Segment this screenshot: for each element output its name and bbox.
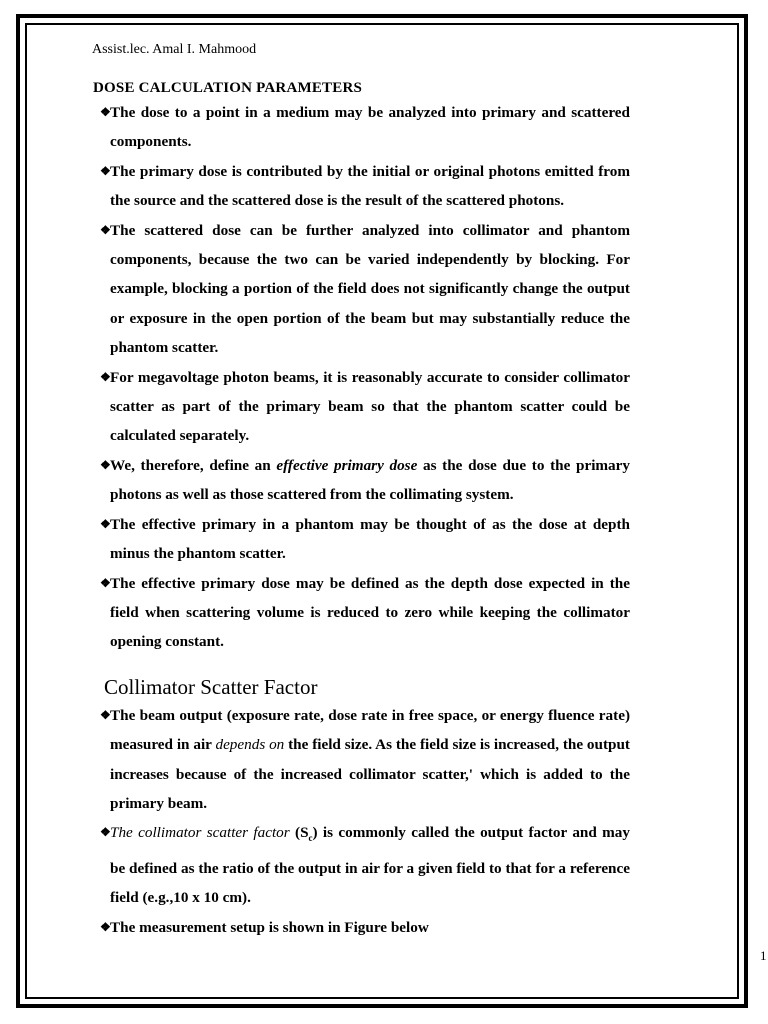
list-item-text: The measurement setup is shown in Figure below <box>110 918 429 936</box>
list-item-text-before: We, therefore, define an <box>110 456 277 474</box>
diamond-bullet-icon: ❖ <box>100 825 111 840</box>
subscript-c: c <box>308 833 313 844</box>
list-item <box>90 216 630 363</box>
list-item-text-after: the field size. As the field size is increased, the output increases because of the increased collimator scatter,' which is added to the primary beam. <box>110 736 630 812</box>
list-item <box>90 363 630 451</box>
diamond-bullet-icon: ❖ <box>100 516 111 531</box>
diamond-bullet-icon: ❖ <box>100 369 111 384</box>
list-item-text-after: ) is commonly called the output factor and may be defined as the ratio of the output in air for a given field to that for a reference field (e.g.,10 x 10 cm). <box>110 824 630 907</box>
dose-parameters-list <box>90 98 630 657</box>
diamond-bullet-icon: ❖ <box>100 707 111 722</box>
author-line: Assist.lec. Amal I. Mahmood <box>92 42 257 57</box>
list-item-text: The primary dose is contributed by the initial or original photons emitted from the source and the scattered dose is the result of the scattered photons. <box>110 162 630 210</box>
emphasis-effective-primary-dose: effective primary dose <box>276 456 418 474</box>
list-item <box>90 701 630 819</box>
section-title-collimator-scatter: Collimator Scatter Factor <box>104 674 318 699</box>
list-item-text-after: as the dose due to the primary photons as well as those scattered from the collimating system. <box>110 456 630 504</box>
diamond-bullet-icon: ❖ <box>100 222 111 237</box>
list-item-text: The effective primary dose may be defined as the depth dose expected in the field when scattering volume is reduced to zero while keeping the collimator opening constant. <box>110 574 630 651</box>
list-item-text: The scattered dose can be further analyzed into collimator and phantom components, because the two can be varied independently by blocking. For example, blocking a portion of the field does not significantly change the output or exposure in the open portion of the beam but may substantially reduce the phantom scatter. <box>110 221 630 357</box>
diamond-bullet-icon: ❖ <box>100 919 111 934</box>
list-item-text: For megavoltage photon beams, it is reasonably accurate to consider collimator scatter as part of the primary beam so that the phantom scatter could be calculated separately. <box>110 368 630 445</box>
collimator-scatter-list <box>90 701 630 942</box>
document-body <box>90 40 630 942</box>
list-item <box>90 451 630 510</box>
diamond-bullet-icon: ❖ <box>100 457 111 472</box>
list-item-text-mid: (S <box>289 824 309 842</box>
list-item <box>90 569 630 657</box>
diamond-bullet-icon: ❖ <box>100 163 111 178</box>
emphasis-depends-on: depends on <box>215 736 285 754</box>
page-number: 1 <box>760 948 767 963</box>
list-item-text: The effective primary in a phantom may be thought of as the dose at depth minus the phantom scatter. <box>110 515 630 563</box>
list-item-text: The dose to a point in a medium may be analyzed into primary and scattered components. <box>110 104 630 151</box>
list-item-text-before: The beam output (exposure rate, dose rate in free space, or energy fluence rate) measured in air <box>110 706 630 754</box>
list-item <box>90 818 630 912</box>
list-item <box>90 157 630 216</box>
list-item <box>90 510 630 569</box>
list-item <box>90 913 630 942</box>
diamond-bullet-icon: ❖ <box>100 575 111 590</box>
list-item <box>90 98 630 157</box>
diamond-bullet-icon: ❖ <box>100 105 111 119</box>
emphasis-collimator-scatter-factor: The collimator scatter factor <box>110 824 290 842</box>
section-heading-dose-calculation: DOSE CALCULATION PARAMETERS <box>93 80 363 96</box>
